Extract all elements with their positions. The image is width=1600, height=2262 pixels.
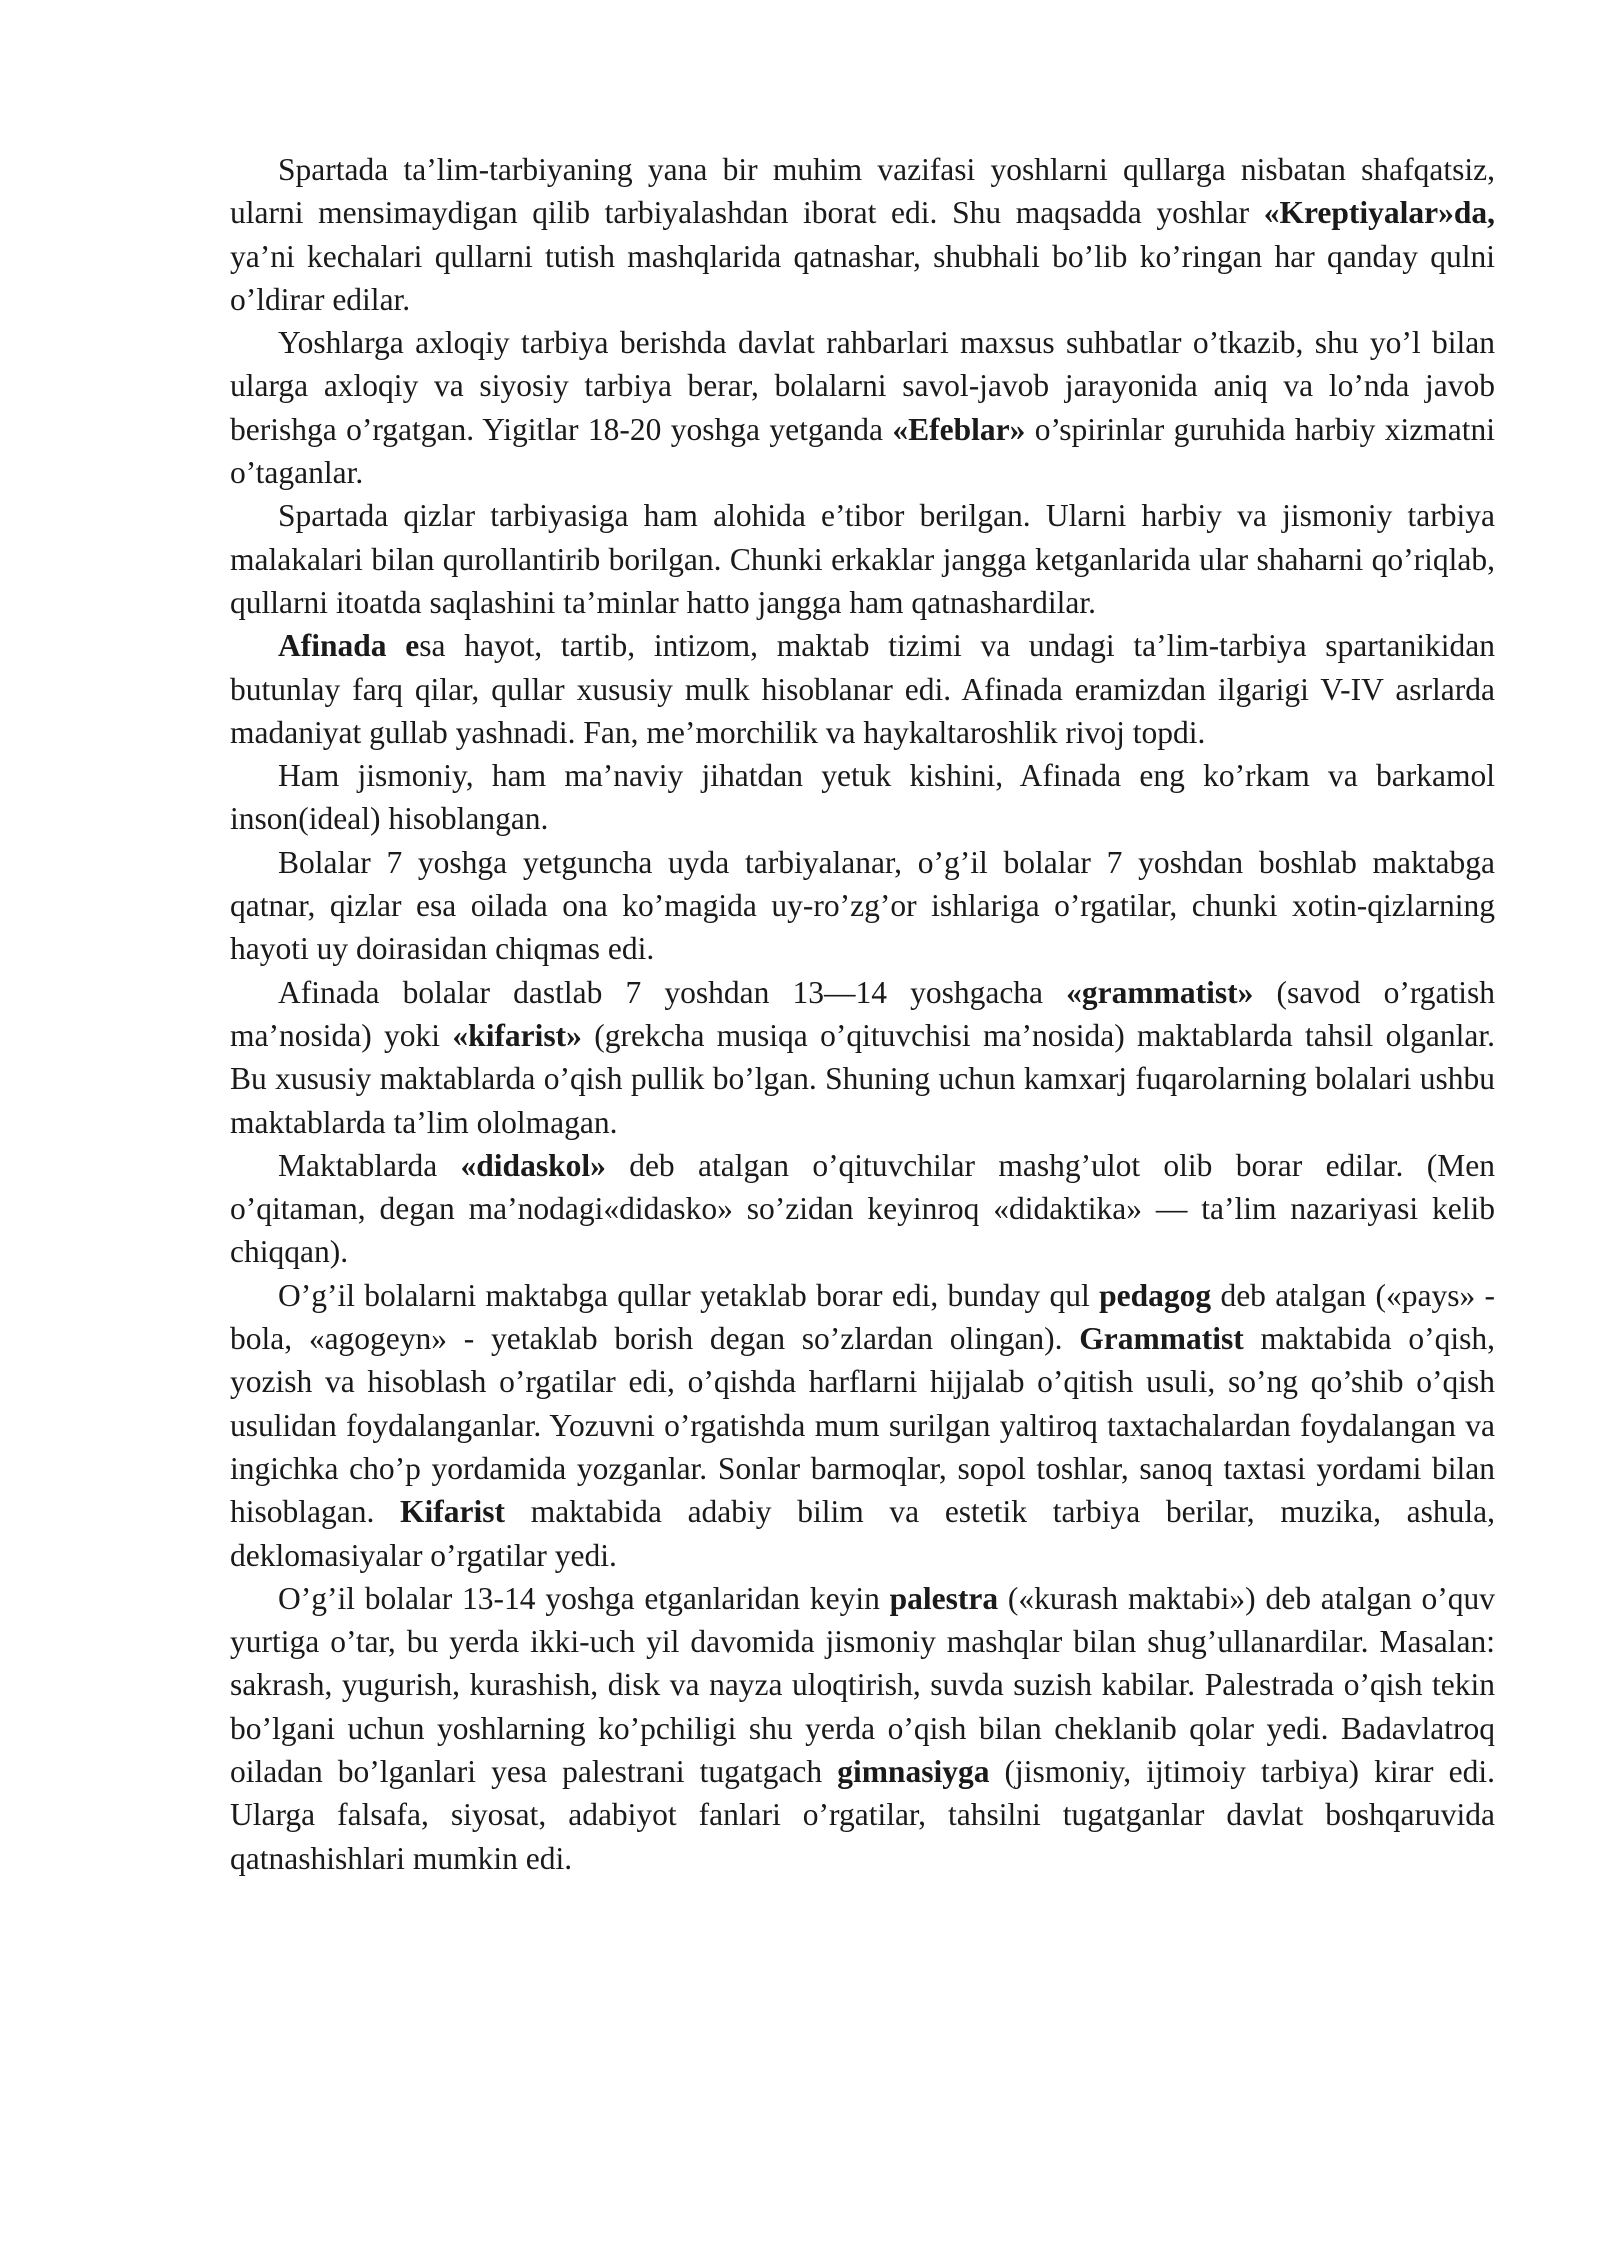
bold-term-kifarist: «kifarist»	[452, 1017, 582, 1053]
bold-term-palestra: palestra	[889, 1580, 999, 1616]
text-run: ya’ni kechalari qullarni tutish mashqlarida qatnashar, shubhali bo’lib ko’ringan har qanday qulni o’ldirar edilar.	[230, 238, 1495, 317]
text-run: Afinada bolalar dastlab 7 yoshdan 13—14 yoshgacha	[278, 974, 1067, 1010]
paragraph-girls-education	[230, 494, 1495, 624]
paragraph-moral-education	[230, 321, 1495, 494]
bold-term-grammatist: «grammatist»	[1066, 974, 1254, 1010]
bold-term-kreptiyalar: «Kreptiyalar»da,	[1263, 195, 1495, 231]
paragraph-children-at-home	[230, 841, 1495, 971]
bold-term-grammatist-school: Grammatist	[1079, 1321, 1244, 1357]
text-run: (jismoniy, ijtimoiy tarbiya) kirar edi. Ularga falsafa, siyosat, adabiyot fanlari o’rgatilar, tahsilni tugatganlar davlat boshqaruvida qatnashishlari mumkin edi.	[230, 1753, 1495, 1876]
bold-term-kifarist-school: Kifarist	[400, 1494, 506, 1530]
paragraph-spartan-slaves	[230, 148, 1495, 321]
text-run: O’g’il bolalar 13-14 yoshga etganlaridan keyin	[278, 1580, 890, 1616]
paragraph-athens-intro	[230, 624, 1495, 754]
bold-term-gimnasiyga: gimnasiyga	[837, 1753, 990, 1789]
text-run: Yoshlarga axloqiy tarbiya berishda davlat rahbarlari maxsus suhbatlar o’tkazib, shu yo’l bilan ularga axloqiy va siyosiy tarbiya berar, bolalarni savol-javob jarayonida aniq va lo’nda javob berishga o’rgatgan. Yigitlar 18-20 yoshga yetganda	[230, 325, 1495, 447]
bold-term-pedagog: pedagog	[1099, 1277, 1212, 1313]
paragraph-schools	[230, 971, 1495, 1144]
bold-term-afinada: Afinada e	[278, 628, 420, 664]
document-page	[230, 148, 1495, 1880]
text-run: deb atalgan («pays» - bola, «agogeyn» - yetaklab borish degan so’zlardan olingan).	[230, 1277, 1496, 1357]
paragraph-palestra	[230, 1577, 1495, 1880]
paragraph-didaskol	[230, 1144, 1495, 1274]
text-run: sa hayot, tartib, intizom, maktab tizimi va undagi ta’lim-tarbiya spartanikidan butunlay farq qilar, qullar xususiy mulk hisoblanar edi. Afinada eramizdan ilgarigi V-IV asrlarda madaniyat gullab yashnadi. Fan, me’morchilik va haykaltaroshlik rivoj topdi.	[230, 628, 1495, 750]
text-run: (grekcha musiqa o’qituvchisi ma’nosida) maktablarda tahsil olganlar. Bu xususiy maktablarda o’qish pullik bo’lgan. Shuning uchun kamxarj fuqarolarning bolalari ushbu maktablarda ta’lim ololmagan.	[230, 1017, 1495, 1140]
text-run: Bolalar 7 yoshga yetguncha uyda tarbiyalanar, o’g’il bolalar 7 yoshdan boshlab maktabga qatnar, qizlar esa oilada ona ko’magida uy-ro’zg’or ishlariga o’rgatilar, chunki xotin-qizlarning hayoti uy doirasidan chiqmas edi.	[230, 844, 1495, 967]
bold-term-didaskol: «didaskol»	[460, 1147, 606, 1183]
text-run: maktabida adabiy bilim va estetik tarbiya berilar, muzika, ashula, deklomasiyalar o’rgatilar yedi.	[230, 1494, 1495, 1573]
bold-term-efeblar: «Efeblar»	[892, 411, 1026, 447]
text-run: Spartada qizlar tarbiyasiga ham alohida e’tibor berilgan. Ularni harbiy va jismoniy tarbiya malakalari bilan qurollantirib borilgan. Chunki erkaklar jangga ketganlarida ular shaharni qo’riqlab, qullarni itoatda saqlashini ta’minlar hatto jangga ham qatnashardilar.	[230, 498, 1495, 620]
text-run: («kurash maktabi») deb atalgan o’quv yurtiga o’tar, bu yerda ikki-uch yil davomida jismoniy mashqlar bilan shug’ullanardilar. Masalan: sakrash, yugurish, kurashish, disk va nayza uloqtirish, suvda suzish kabilar. Palestrada o’qish tekin bo’lgani uchun yoshlarning ko’pchiligi shu yerda o’qish bilan cheklanib qolar yedi. Badavlatroq oiladan bo’lganlari yesa palestrani tugatgach	[230, 1580, 1495, 1789]
text-run: (savod o’rgatish ma’nosida) yoki	[230, 974, 1495, 1053]
text-run: O’g’il bolalarni maktabga qullar yetaklab borar edi, bunday qul	[278, 1277, 1100, 1313]
text-run: deb atalgan o’qituvchilar mashg’ulot olib borar edilar. (Men o’qitaman, degan ma’nodagi«didasko» so’zidan keyinroq «didaktika» — ta’lim nazariyasi kelib chiqqan).	[230, 1147, 1495, 1270]
text-run: Ham jismoniy, ham ma’naviy jihatdan yetuk kishini, Afinada eng ko’rkam va barkamol inson(ideal) hisoblangan.	[230, 758, 1495, 837]
text-run: Spartada ta’lim-tarbiyaning yana bir muhim vazifasi yoshlarni qullarga nisbatan shafqatsiz, ularni mensimaydigan qilib tarbiyalashdan iborat edi. Shu maqsadda yoshlar	[230, 152, 1495, 231]
paragraph-ideal-person	[230, 754, 1495, 841]
paragraph-pedagog	[230, 1274, 1495, 1577]
text-run: maktabida o’qish, yozish va hisoblash o’rgatilar edi, o’qishda harflarni hijjalab o’qitish usuli, so’ng qo’shib o’qish usulidan foydalanganlar. Yozuvni o’rgatishda mum surilgan yaltiroq taxtachalardan foydalangan va ingichka cho’p yordamida yozganlar. Sonlar barmoqlar, sopol toshlar, sanoq taxtasi yordami bilan hisoblagan.	[230, 1321, 1495, 1530]
text-run: o’spirinlar guruhida harbiy xizmatni o’taganlar.	[230, 411, 1495, 491]
text-run: Maktablarda	[278, 1147, 461, 1183]
